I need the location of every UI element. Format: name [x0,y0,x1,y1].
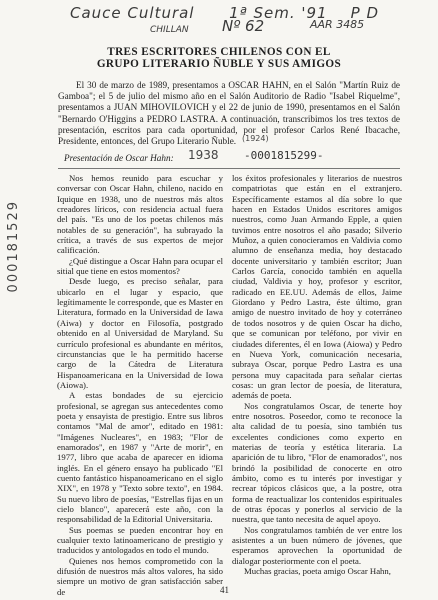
article-title [0,46,438,70]
left-paragraph: Desde luego, es preciso señalar, para ubicarlo en el lugar y espacio, que legítimamente le corresponde, que es Master en Literatura, formado en la Universidad de Iawa (Aiwa) y doctor en Filosofía, postgrado obtenido en al Universidad de Maryland. Su currículo profesional es abundante en méritos, circunstancias que le ha permitido hacerse cargo de la Cátedra de Literatura Hispanoamericana en la Universidad de Iowa (Aiowa). [57,276,223,390]
handwritten-number: Nº 62 [222,17,265,35]
handwritten-source: Cauce Cultural 1ª Sem. '91 P D [70,4,380,22]
handwritten-year-alt: (1924) [242,134,269,143]
catalog-stamp: -0001815299- [244,149,324,162]
right-paragraph: Nos congratulamos también de ver entre los asistentes a un buen número de jóvenes, que esperamos aprovechen la oportunidad de dialogar posteriormente con el poeta. [232,524,402,566]
handwritten-city: CHILLAN [150,25,189,35]
handwritten-code: AAR 3485 [310,18,365,31]
left-paragraph: Quienes nos hemos comprometido con la difusión de nuestros más altos valores, ha sido siempre un motivo de gran satisfacción saber de [57,555,223,597]
left-paragraph: ¿Qué distingue a Oscar Hahn para ocupar el sitial que tiene en estos momentos? [57,255,223,277]
divider-line [58,168,400,169]
side-catalog-number: 000181529 [6,200,21,293]
presentation-heading: Presentación de Oscar Hahn: [64,153,174,163]
left-paragraph: Nos hemos reunido para escuchar y conversar con Oscar Hahn, chileno, nacido en Iquique en 1938, uno de nuestros más altos creadores líricos, con residencia actual fuera del país. "Es uno de los poetas chilenos más notables de su generación", ha subrayado la crítica, a través de sus expertos de mejor calificación. [57,173,223,256]
title-line-1: TRES ESCRITORES CHILENOS CON EL [107,46,331,58]
handwritten-year: 1938 [188,148,219,162]
intro-paragraph [58,80,400,147]
title-line-2: GRUPO LITERARIO ÑUBLE Y SUS AMIGOS [96,58,342,70]
left-paragraph: A estas bondades de su ejercicio profesional, se agregan sus antecedentes como poeta y ensayista de prestigio. Entre sus libros contamos "Mal de amor", editado en 1981: "Imágenes Nucleares", en 1983; "Flor de enamorados", en 1987 y "Arte de morir", en 1977, libro que acaba de aparecer en idioma inglés. En el género ensayo ha publicado "El cuento fantástico hispanoamericano en el siglo XIX", en 1978 y "Texto sobre texto", en 1984. Su nuevo libro de poesías, "Estrellas fijas en un cielo blanco", aparecerá este año, con la responsabilidad de la Editorial Universitaria. [57,390,223,525]
right-column [232,173,402,576]
right-paragraph: Muchas gracias, poeta amigo Oscar Hahn, [244,566,391,577]
right-paragraph: Nos congratulamos Oscar, de tenerte hoy entre nosotros. Poseedor, como te reconoce la alta calidad de tu poesía, sino también tus excelentes condiciones como experto en materias de teoría y estética literaria. La aparición de tu libro, "Flor de enamorados", nos brindó la posibilidad de conocerte en otro ámbito, como es tu interés por investigar y recrear tópicos clásicos que, a la postre, otra forma de reactualizar los contenidos espirituales de otras épocas y ponerlos al servicio de la nuestra, que tanto necesita de aquel apoyo. [232,400,402,525]
intro-text: El 30 de marzo de 1989, presentamos a OSCAR HAHN, en el Salón "Martín Ruiz de Gamboa"; el 5 de julio del mismo año en el Salón Auditorio de Radio "Isabel Riquelme", presentamos a JUAN MIHOVILOVICH y el 22 de junio de 1990, presentamos en el Salón "Bernardo O'Higgins a PEDRO LASTRA. A continuación, transcribimos los tres textos de presentación, escritos para cada oportunidad, por el profesor Carlos René Ibacache, Presidente, entonces, del Grupo Literario Ñuble. [58,80,400,147]
left-column [57,173,223,597]
right-paragraph: los éxitos profesionales y literarios de nuestros compatriotas que están en el extranjero. Específicamente estamos al día sobre lo que hacen en Estados Unidos escritores amigos nuestros, como Juan Armando Epple, a quien tuvimos entre nosotros el año pasado; Silverio Muñoz, a quien conocieramos en Valdivia como alumno de enseñanza media, hoy destacado docente universitario y también escritor; Juan Carlos García, conocido también en aquella ciudad, Valdivia y hoy, profesor y escritor, radicado en EE.UU. Además de ellos, Jaime Giordano y Pedro Lastra, éste último, gran amigo de nuestro invitado de hoy y coterráneo de todos nosotros y de quien Oscar ha dicho, que se comunican por teléfono, por vivir en ciudades diferentes, él en Iowa (Aiowa) y Pedro en Nueva York, comunicación necesaria, subraya Oscar, porque Pedro Lastra es una persona muy capacitada para señalar ciertas cosas: un gran lector de poesía, de literatura, además de poeta. [232,173,402,401]
page-number: 41 [220,585,229,595]
left-paragraph: Sus poemas se pueden encontrar hoy en cualquier texto latinoamericano de prestigio y traducidos y antologados en todo el mundo. [57,524,223,556]
